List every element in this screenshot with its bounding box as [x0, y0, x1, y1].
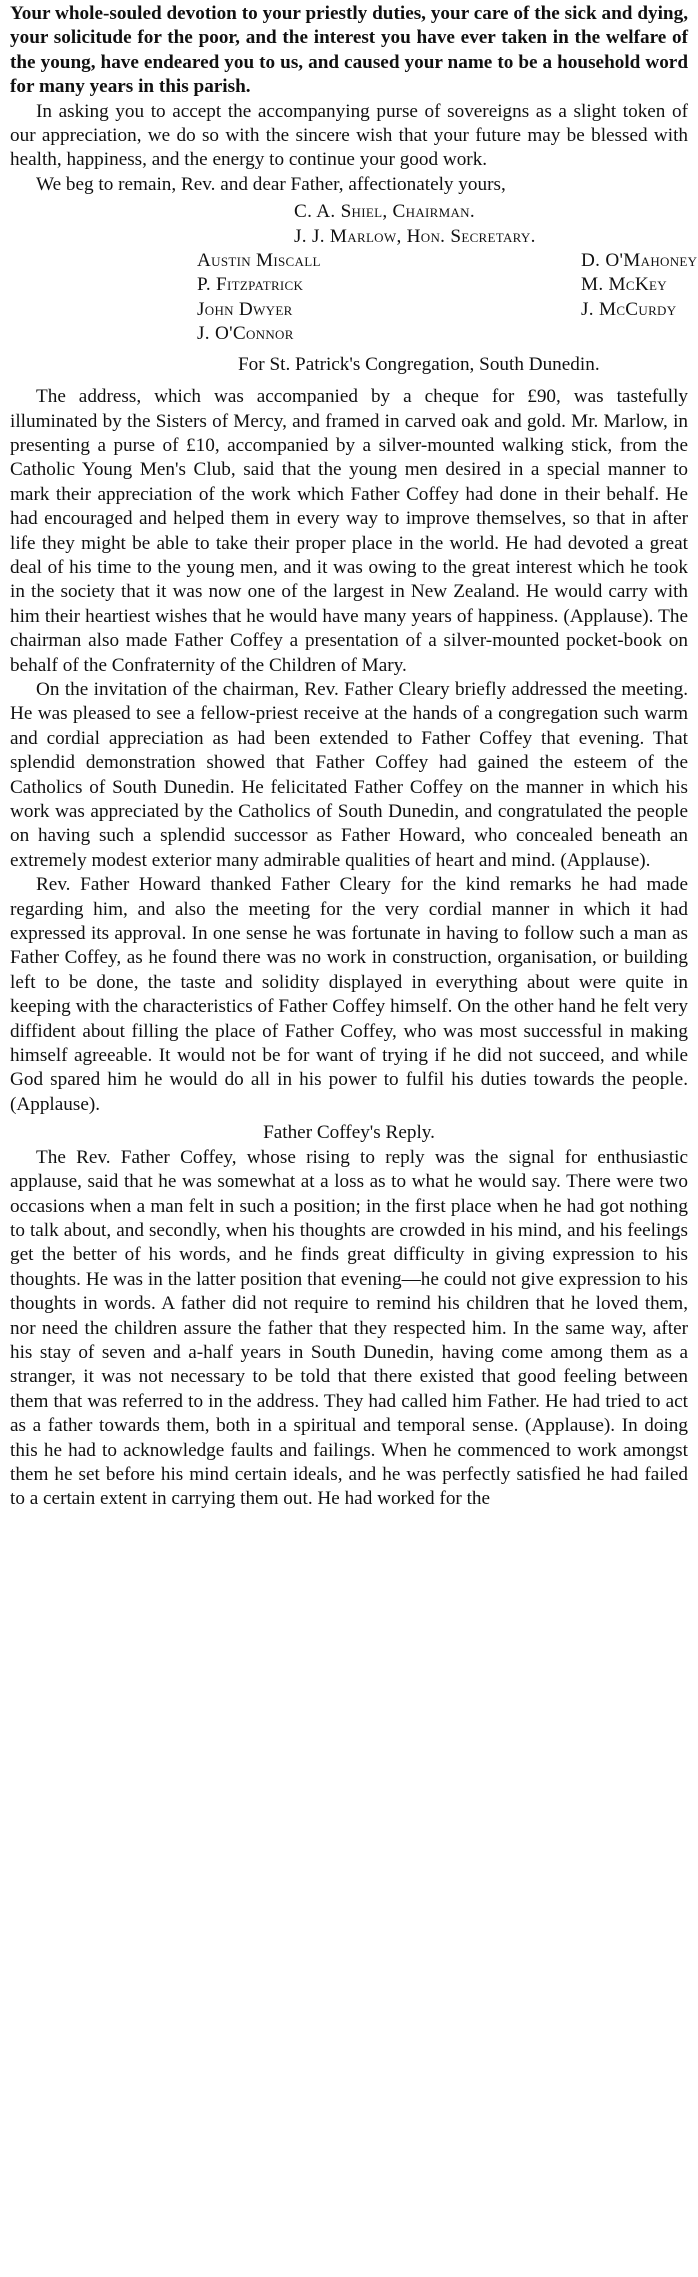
body-paragraph-father-cleary: On the invitation of the chairman, Rev. Father Cleary briefly addressed the meeting. He was pleased to see a fellow-priest receive at the hands of a congregation such warm and cordial appreciation as had been extended to Father Coffey that evening. That splendid demonstration showed that Father Coffey had gained the esteem of the Catholics of South Dunedin. He felicitated Father Coffey on the manner in which his work was appreciated by the Catholics of South Dunedin, and congratulated the people on having such a splendid successor as Father Howard, who concealed beneath an extremely modest exterior many admirable qualities of heart and mind. (Applause). [10, 678, 688, 871]
section-heading-reply: Father Coffey's Reply. [263, 1122, 435, 1144]
signatory-name: J. O'Connor [197, 323, 294, 345]
signatory-name: Austin Miscall [197, 250, 321, 272]
signatory-secretary: J. J. Marlow, Hon. Secretary. [294, 225, 536, 247]
signatories-block [10, 200, 698, 377]
signatory-members [10, 249, 698, 347]
address-paragraph-2: In asking you to accept the accompanying purse of sovereigns as a slight token of our appreciation, we do so with the sincere wish that your future may be blessed with health, happiness, and the energy to continue your good work. [10, 100, 688, 171]
signatory-name: M. McKey [581, 274, 667, 296]
address-closing: We beg to remain, Rev. and dear Father, affectionately yours, [36, 173, 506, 195]
signatory-name: D. O'Mahoney [581, 250, 698, 272]
signatory-name [581, 322, 698, 346]
signatory-congregation: For St. Patrick's Congregation, South Dunedin. [238, 353, 600, 375]
signatory-chairman: C. A. Shiel, Chairman. [294, 201, 475, 223]
body-paragraph-presentation: The address, which was accompanied by a cheque for £90, was tastefully illuminated by the Sisters of Mercy, and framed in carved oak and gold. Mr. Marlow, in presenting a purse of £10, accompanied by a silver-mounted walking stick, from the Catholic Young Men's Club, said that the young men desired in a special manner to mark their appreciation of the work which Father Coffey had done in their behalf. He had encouraged and helped them in every way to improve themselves, so that in after life they might be able to take their proper place in the world. He had devoted a great deal of his time to the young men, and it was owing to the great interest which he took in the society that it was now one of the largest in New Zealand. He would carry with him their heartiest wishes that he would have many years of happiness. (Applause). The chairman also made Father Coffey a presentation of a silver-mounted pocket-book on behalf of the Confraternity of the Children of Mary. [10, 386, 688, 676]
signatory-name: P. Fitzpatrick [197, 274, 304, 296]
address-paragraph-1: Your whole-souled devotion to your priestly duties, your care of the sick and dying, your solicitude for the poor, and the interest you have ever taken in the welfare of the young, have endeared you to us, and caused your name to be a household word for many years in this parish. [10, 3, 688, 98]
signatory-name: J. McCurdy [581, 298, 677, 320]
body-paragraph-reply: The Rev. Father Coffey, whose rising to reply was the signal for enthusiastic applause, said that he was somewhat at a loss as to what he would say. There were two occasions when a man felt in such a position; in the first place when he had got nothing to talk about, and secondly, when his thoughts are crowded in his mind, and his feelings get the better of his words, and he finds great difficulty in giving expression to his thoughts. He was in the latter position that evening—he could not give expression to his thoughts in words. A father did not require to remind his children that he loved them, nor need the children assure the father that they respected him. In the same way, after his stay of seven and a-half years in South Dunedin, having come among them as a stranger, it was not necessary to be told that there existed that good feeling between them that was referred to in the address. They had called him Father. He had tried to act as a father towards them, both in a spiritual and temporal sense. (Applause). In doing this he had to acknowledge faults and failings. When he commenced to work amongst them he set before his mind certain ideals, and he was perfectly satisfied he had failed to a certain extent in carrying them out. He had worked for the [10, 1146, 688, 1510]
signatory-name: John Dwyer [197, 298, 293, 320]
body-paragraph-father-howard: Rev. Father Howard thanked Father Cleary for the kind remarks he had made regarding him, and also the meeting for the very cordial manner in which it had expressed its approval. In one sense he was fortunate in having to follow such a man as Father Coffey, as he found there was no work in construction, organisation, or building left to be done, the taste and solidity displayed in everything about were quite in keeping with the characteristics of Father Coffey himself. On the other hand he felt very diffident about filling the place of Father Coffey, who was most successful in making himself agreeable. It would not be for want of trying if he did not succeed, and while God spared him he would do all in his power to fulfil his duties towards the people. (Applause). [10, 874, 688, 1115]
